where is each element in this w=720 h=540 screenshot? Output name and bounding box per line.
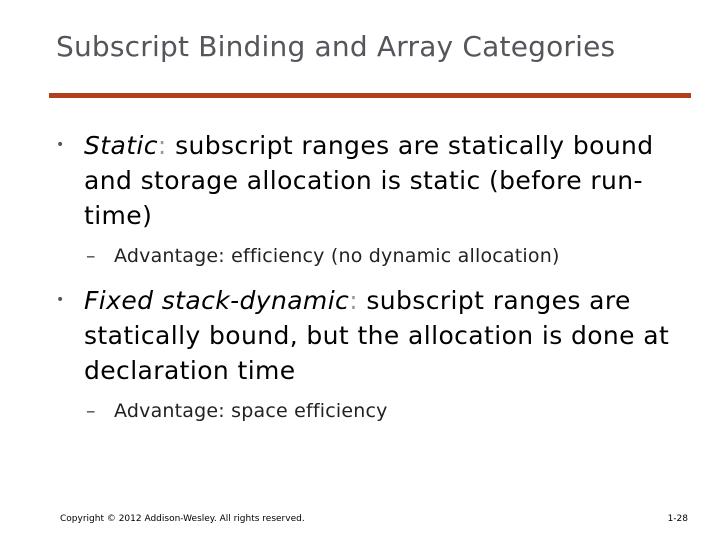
slide-title: Subscript Binding and Array Categories: [56, 30, 616, 63]
bullet-dot-icon: •: [56, 292, 65, 308]
sub-bullet-static: [56, 243, 696, 269]
dash-icon: –: [86, 400, 96, 422]
bullet-fixed-stack-dynamic: [56, 283, 696, 388]
bullet-term-colon: :: [349, 286, 359, 315]
dash-icon: –: [86, 245, 96, 267]
sub-bullet-text: Advantage: space efficiency: [114, 400, 388, 422]
bullet-term: Static: [84, 131, 158, 160]
sub-bullet-fixed-stack-dynamic: [56, 398, 696, 424]
bullet-term-colon: :: [157, 131, 167, 160]
bullet-text: subscript ranges are statically bound, but the allocation is done at declaration time: [84, 286, 670, 385]
bullet-text: subscript ranges are statically bound and storage allocation is static (before run-time): [84, 131, 654, 230]
footer-copyright: Copyright © 2012 Addison-Wesley. All rights reserved.: [60, 514, 305, 524]
title-divider-rule: [49, 93, 691, 98]
bullet-list: [56, 128, 696, 424]
bullet-static: [56, 128, 696, 233]
footer-page-number: 1-28: [667, 514, 688, 524]
bullet-dot-icon: •: [56, 137, 65, 153]
sub-bullet-text: Advantage: efficiency (no dynamic allocation): [114, 245, 560, 267]
bullet-term: Fixed stack-dynamic: [84, 286, 350, 315]
